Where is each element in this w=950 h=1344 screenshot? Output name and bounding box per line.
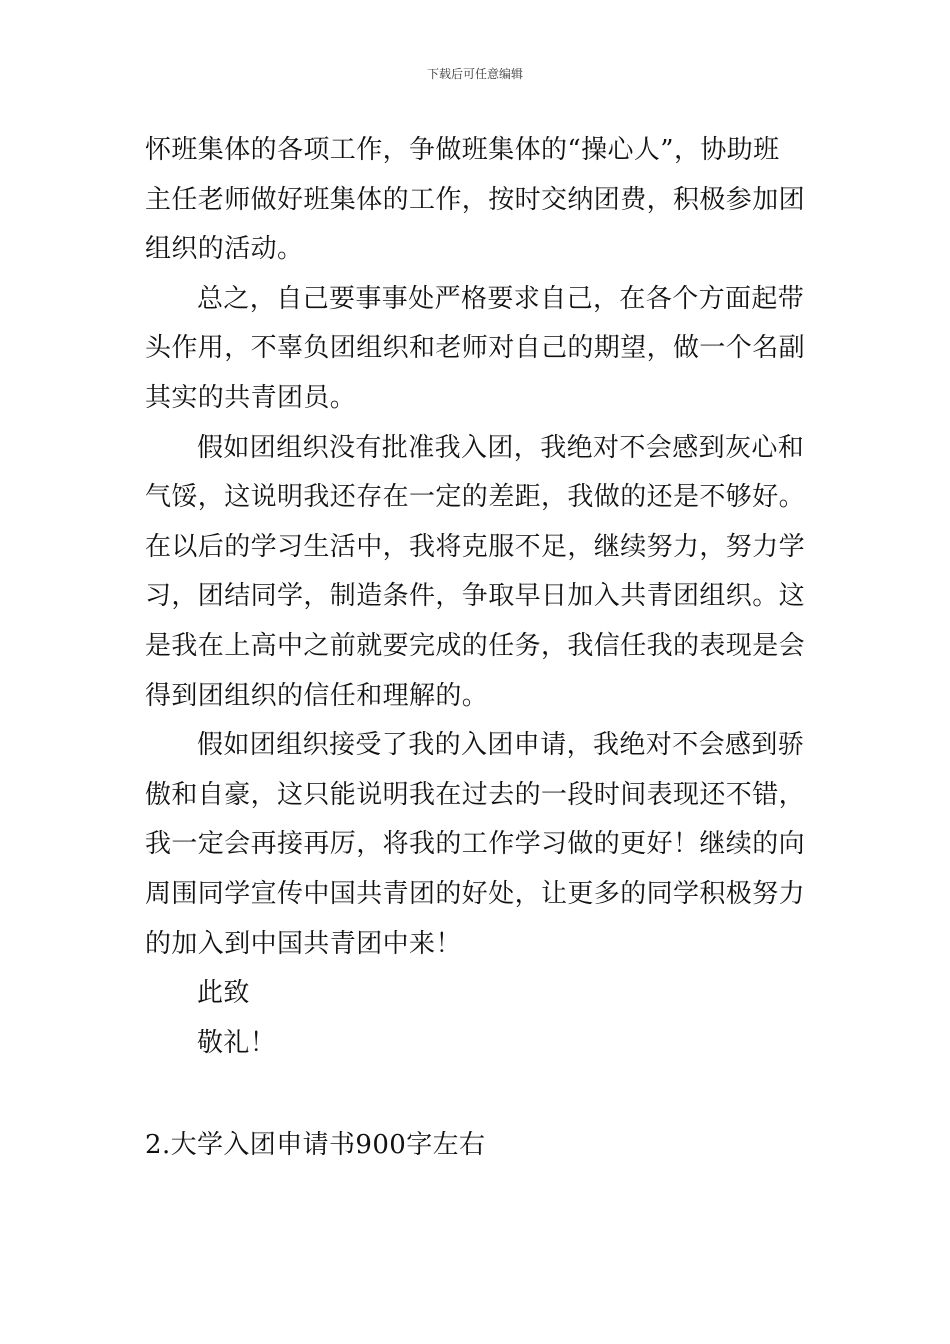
text-line: 周围同学宣传中国共青团的好处，让更多的同学积极努力 bbox=[145, 878, 806, 909]
closing-regards: 敬礼！ bbox=[197, 1027, 277, 1058]
section-heading: 2.大学入团申请书900字左右 bbox=[145, 1130, 486, 1160]
text-line: 的加入到中国共青团中来！ bbox=[145, 928, 462, 959]
closing-salutation: 此致 bbox=[197, 978, 250, 1009]
text-line: 是我在上高中之前就要完成的任务，我信任我的表现是会 bbox=[145, 630, 806, 661]
text-line: 傲和自豪，这只能说明我在过去的一段时间表现还不错， bbox=[145, 779, 806, 810]
text-line: 头作用，不辜负团组织和老师对自己的期望，做一个名副 bbox=[145, 333, 806, 364]
text-line: 我一定会再接再厉，将我的工作学习做的更好！继续的向 bbox=[145, 829, 806, 860]
paragraph-start-line: 假如团组织没有批准我入团，我绝对不会感到灰心和 bbox=[197, 432, 805, 463]
paragraph-start-line: 总之，自己要事事处严格要求自己，在各个方面起带 bbox=[197, 283, 805, 314]
text-line: 组织的活动。 bbox=[145, 234, 304, 265]
text-line: 习，团结同学，制造条件，争取早日加入共青团组织。这 bbox=[145, 581, 806, 612]
text-line: 在以后的学习生活中，我将克服不足，继续努力，努力学 bbox=[145, 531, 806, 562]
document-body bbox=[145, 126, 810, 1068]
text-line: 主任老师做好班集体的工作，按时交纳团费，积极参加团 bbox=[145, 184, 806, 215]
text-line: 气馁，这说明我还存在一定的差距，我做的还是不够好。 bbox=[145, 482, 806, 513]
text-line: 怀班集体的各项工作，争做班集体的“操心人”，协助班 bbox=[145, 135, 780, 165]
paragraph-start-line: 假如团组织接受了我的入团申请，我绝对不会感到骄 bbox=[197, 730, 805, 761]
page-header-note: 下载后可任意编辑 bbox=[426, 67, 523, 81]
text-line: 得到团组织的信任和理解的。 bbox=[145, 680, 489, 711]
text-line: 其实的共青团员。 bbox=[145, 382, 357, 413]
